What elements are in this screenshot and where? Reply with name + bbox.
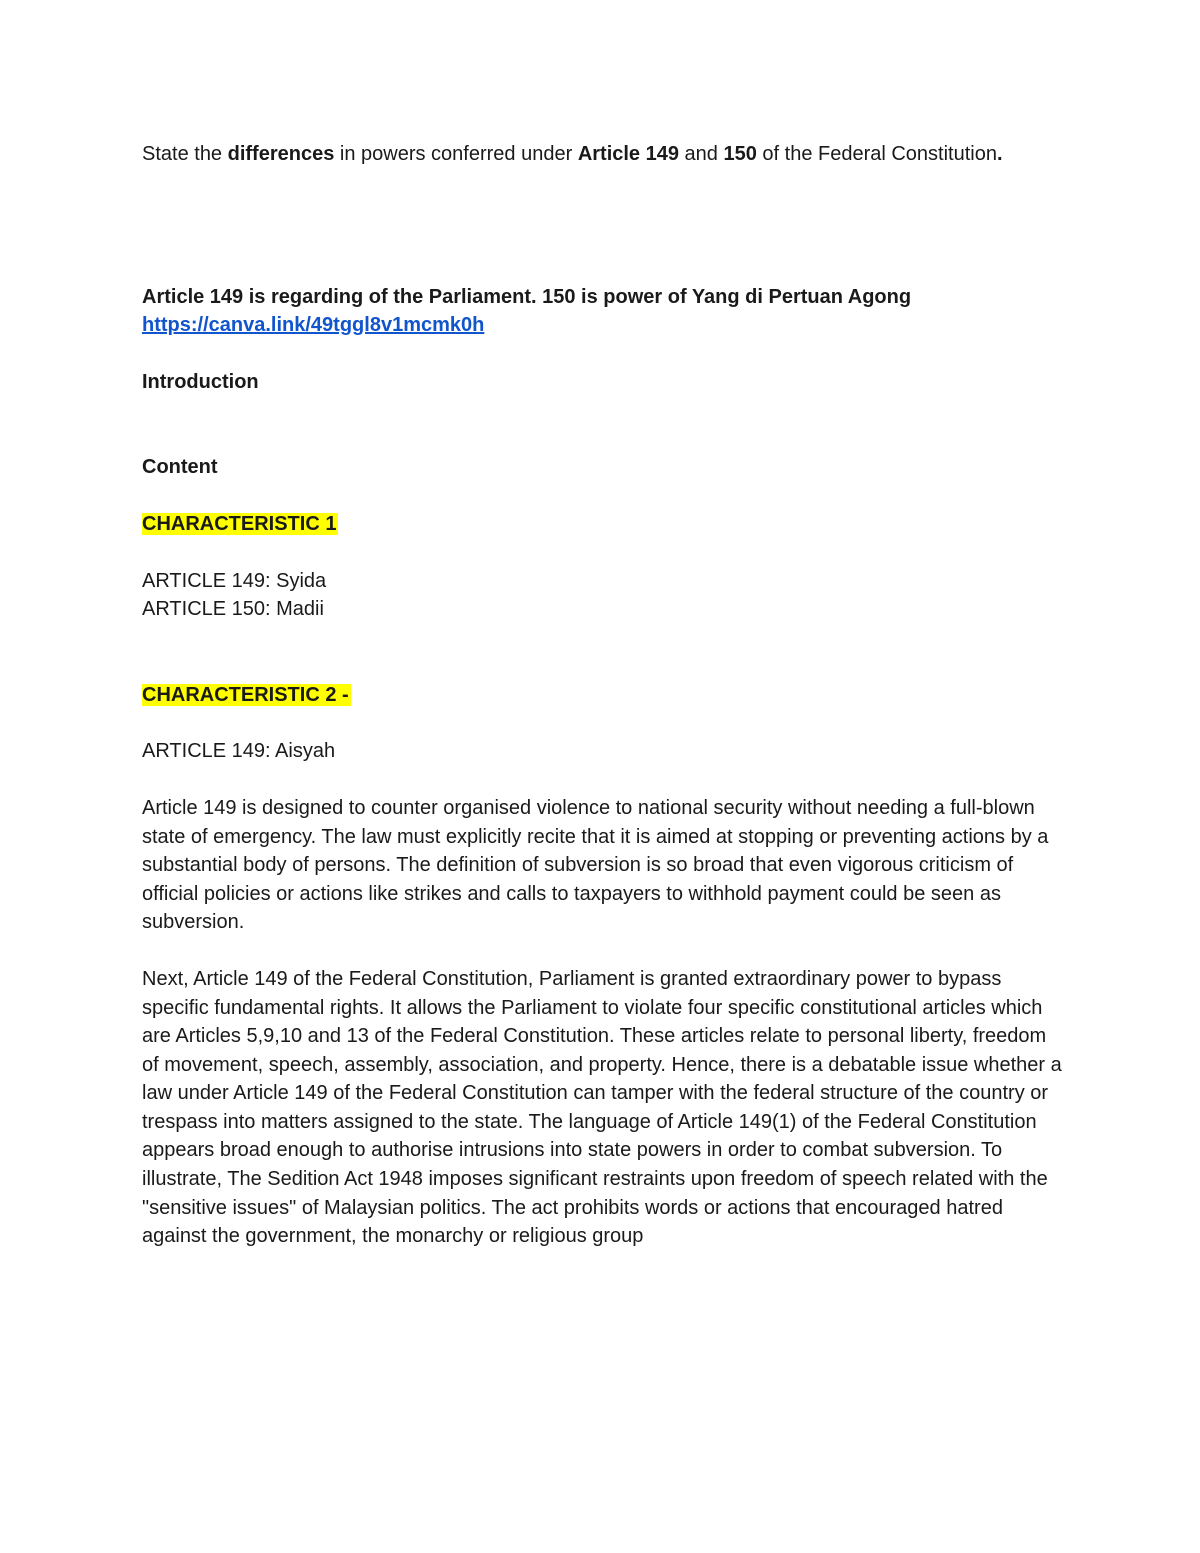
body-paragraph-2: Next, Article 149 of the Federal Constitution, Parliament is granted extraordinary power to bypass specific fundamental rights. It allows the Parliament to violate four specific constitutional articles which are Articles 5,9,10 and 13 of the Federal Constitution. These articles relate to personal liberty, freedom of movement, speech, assembly, association, and property. Hence, there is a debatable issue whether a law under Article 149 of the Federal Constitution can tamper with the federal structure of the country or trespass into matters assigned to the state. The language of Article 149(1) of the Federal Constitution appears broad enough to authorise intrusions into state powers in order to combat subversion. To illustrate, The Sedition Act 1948 imposes significant restraints upon freedom of speech related with the "sensitive issues" of Malaysian politics. The act prohibits words or actions that encouraged hatred against the government, the monarchy or religious group [142, 967, 1062, 1248]
content-heading: Content [142, 456, 218, 479]
characteristic-1-line-2: ARTICLE 150: Madii [142, 598, 324, 621]
characteristic-2-heading [142, 681, 1062, 710]
characteristic-1-title: CHARACTERISTIC 1 [142, 512, 337, 535]
prompt-period: . [996, 143, 1003, 165]
characteristic-1-heading [142, 510, 1062, 539]
prompt-bold-article-149: Article 149 [577, 143, 679, 165]
canva-link[interactable]: https://canva.link/49tggl8v1mcmk0h [142, 314, 485, 337]
prompt-text: and [678, 143, 724, 165]
document-page [142, 140, 1062, 1251]
characteristic-1-assignees [142, 567, 1062, 624]
body-paragraph-1: Article 149 is designed to counter organised violence to national security without needing a full-blown state of emergency. The law must explicitly recite that it is aimed at stopping or preventing actions by a substantial body of persons. The definition of subversion is so broad that even vigorous criticism of official policies or actions like strikes and calls to taxpayers to withhold payment could be seen as subversion. [142, 796, 1049, 934]
prompt-text: in powers conferred under [334, 143, 578, 165]
introduction-heading: Introduction [142, 370, 259, 393]
question-prompt [142, 140, 1062, 169]
summary-line: Article 149 is regarding of the Parliament. 150 is power of Yang di Pertuan Agong [142, 285, 912, 308]
prompt-text: of the Federal Constitution [756, 143, 997, 165]
prompt-bold-differences: differences [227, 143, 335, 165]
prompt-bold-150: 150 [723, 143, 757, 165]
characteristic-2-assignee: ARTICLE 149: Aisyah [142, 740, 336, 763]
prompt-text: State the [142, 143, 228, 165]
characteristic-2-title: CHARACTERISTIC 2 - [142, 683, 349, 706]
characteristic-1-line-1: ARTICLE 149: Syida [142, 569, 327, 592]
